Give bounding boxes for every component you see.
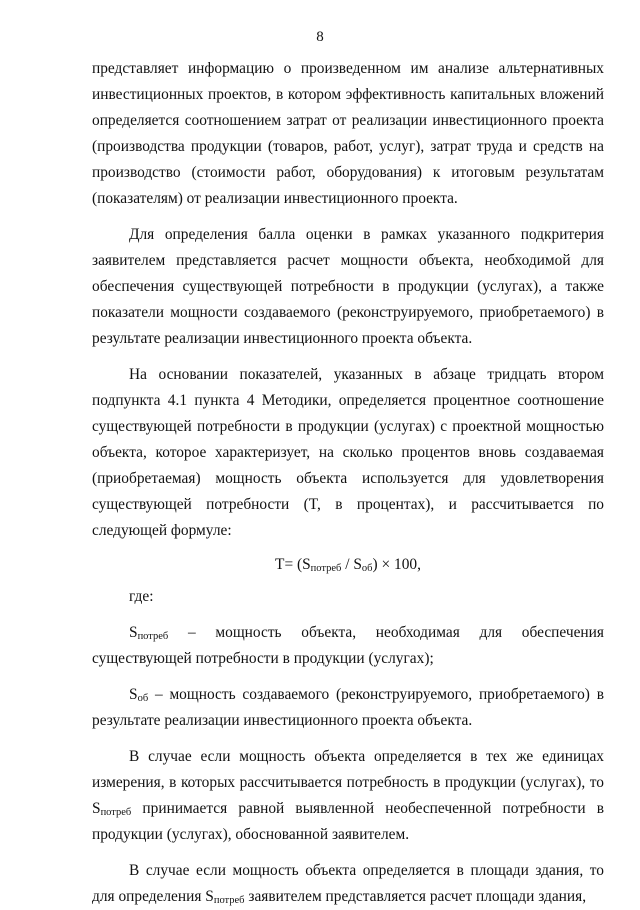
paragraph-5-subscript: потреб — [213, 895, 245, 906]
definition-symbol: S — [129, 624, 138, 641]
definition-subscript: об — [137, 693, 149, 704]
paragraph-4-before: В случае если мощность объекта определяется в тех же единицах измерения, в которых рассчитывается потребность в продукции (услугах), то S — [92, 748, 604, 817]
definition-subscript: потреб — [137, 631, 169, 642]
paragraph-4-subscript: потреб — [100, 807, 132, 818]
definition-s-ob — [92, 682, 604, 734]
paragraph-4-after: принимается равной выявленной необеспеченной потребности в продукции (услугах), обоснованной заявителем. — [92, 800, 604, 843]
document-body — [92, 56, 604, 910]
paragraph-1: представляет информацию о произведенном им анализе альтернативных инвестиционных проектов, в котором эффективность капитальных вложений определяется соотношением затрат от реализации инвестиционного проекта (производства продукции (товаров, работ, услуг), затрат труда и средств на производство (стоимости работ, оборудования) к итоговым результатам (показателям) от реализации инвестиционного проекта. — [92, 60, 604, 207]
where-label: где: — [129, 588, 154, 605]
page-number: 8 — [316, 29, 324, 45]
formula-sub-potreb: потреб — [310, 563, 342, 574]
paragraph-2: Для определения балла оценки в рамках указанного подкритерия заявителем представляется расчет мощности объекта, необходимой для обеспечения существующей потребности в продукции (услугах), а также показатели мощности создаваемого (реконструируемого, приобретаемого) в результате реализации инвестиционного проекта объекта. — [92, 226, 604, 347]
formula-mid: / S — [341, 556, 362, 573]
paragraph-5-before: В случае если мощность объекта определяется в площади здания, то для определения S — [92, 862, 604, 905]
definition-s-potreb — [92, 620, 604, 672]
definition-text: – мощность объекта, необходимая для обеспечения существующей потребности в продукции (услугах); — [92, 624, 604, 667]
paragraph-4 — [92, 744, 604, 848]
formula-rhs: ) × 100, — [372, 556, 421, 573]
definition-symbol: S — [129, 686, 138, 703]
definition-text: – мощность создаваемого (реконструируемого, приобретаемого) в результате реализации инвестиционного проекта объекта. — [92, 686, 604, 729]
paragraph-3: На основании показателей, указанных в абзаце тридцать втором подпункта 4.1 пункта 4 Методики, определяется процентное соотношение существующей потребности в продукции (услугах) с проектной мощностью объекта, которое характеризует, на сколько процентов вновь создаваемая (приобретаемая) мощность объекта используется для удовлетворения существующей потребности (T, в процентах), и рассчитывается по следующей формуле: — [92, 366, 604, 539]
paragraph-5-after: заявителем представляется расчет площади здания, — [244, 888, 587, 905]
paragraph-5 — [92, 858, 604, 910]
formula-sub-ob: об — [361, 563, 373, 574]
formula — [92, 552, 604, 578]
formula-lhs: T= (S — [275, 556, 311, 573]
